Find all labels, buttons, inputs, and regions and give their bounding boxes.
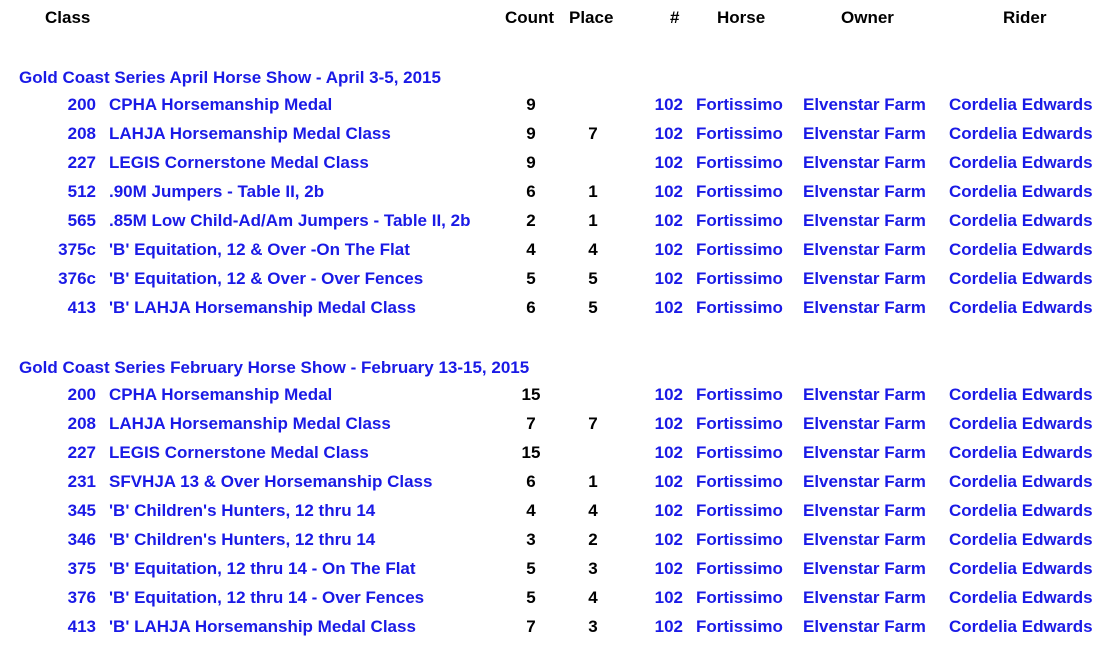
header-owner: Owner bbox=[841, 8, 894, 27]
rider-name-link[interactable]: Cordelia Edwards bbox=[949, 211, 1093, 230]
horse-name-link[interactable]: Fortissimo bbox=[696, 269, 783, 288]
entry-count: 15 bbox=[521, 443, 541, 462]
rider-name-link[interactable]: Cordelia Edwards bbox=[949, 501, 1093, 520]
horse-number-link[interactable]: 102 bbox=[654, 240, 683, 259]
placing: 1 bbox=[588, 182, 598, 201]
horse-name-link[interactable]: Fortissimo bbox=[696, 124, 783, 143]
horse-name-link[interactable]: Fortissimo bbox=[696, 617, 783, 636]
owner-name-link[interactable]: Elvenstar Farm bbox=[803, 530, 926, 549]
entry-count: 9 bbox=[526, 95, 536, 114]
rider-name-link[interactable]: Cordelia Edwards bbox=[949, 182, 1093, 201]
rider-name-link[interactable]: Cordelia Edwards bbox=[949, 559, 1093, 578]
horse-name-link[interactable]: Fortissimo bbox=[696, 240, 783, 259]
class-name-link[interactable]: LEGIS Cornerstone Medal Class bbox=[109, 153, 369, 172]
class-number-link[interactable]: 375 bbox=[67, 559, 96, 578]
entry-count: 15 bbox=[521, 385, 541, 404]
class-name-link[interactable]: .90M Jumpers - Table II, 2b bbox=[109, 182, 325, 201]
horse-number-link[interactable]: 102 bbox=[654, 559, 683, 578]
header-horse: Horse bbox=[717, 8, 766, 27]
horse-number-link[interactable]: 102 bbox=[654, 95, 683, 114]
placing: 5 bbox=[588, 298, 598, 317]
header-count: Count bbox=[505, 8, 555, 27]
horse-number-link[interactable]: 102 bbox=[654, 414, 683, 433]
class-name-link[interactable]: 'B' LAHJA Horsemanship Medal Class bbox=[109, 617, 416, 636]
entry-count: 7 bbox=[526, 617, 536, 636]
horse-name-link[interactable]: Fortissimo bbox=[696, 559, 783, 578]
rider-name-link[interactable]: Cordelia Edwards bbox=[949, 269, 1093, 288]
horse-number-link[interactable]: 102 bbox=[654, 269, 683, 288]
entry-count: 6 bbox=[526, 298, 536, 317]
header-rider: Rider bbox=[1003, 8, 1047, 27]
entry-count: 6 bbox=[526, 472, 536, 491]
owner-name-link[interactable]: Elvenstar Farm bbox=[803, 211, 926, 230]
entry-count: 5 bbox=[526, 269, 536, 288]
header-class: Class bbox=[45, 8, 91, 27]
show-title-link[interactable]: Gold Coast Series February Horse Show - February 13-15, 2015 bbox=[19, 358, 530, 377]
owner-name-link[interactable]: Elvenstar Farm bbox=[803, 617, 926, 636]
class-name-link[interactable]: SFVHJA 13 & Over Horsemanship Class bbox=[109, 472, 433, 491]
class-name-link[interactable]: LEGIS Cornerstone Medal Class bbox=[109, 443, 369, 462]
class-name-link[interactable]: 'B' Children's Hunters, 12 thru 14 bbox=[109, 530, 376, 549]
class-name-link[interactable]: 'B' Children's Hunters, 12 thru 14 bbox=[109, 501, 376, 520]
horse-name-link[interactable]: Fortissimo bbox=[696, 530, 783, 549]
class-name-link[interactable]: CPHA Horsemanship Medal bbox=[109, 95, 333, 114]
placing: 3 bbox=[588, 617, 598, 636]
owner-name-link[interactable]: Elvenstar Farm bbox=[803, 298, 926, 317]
entry-count: 4 bbox=[526, 240, 536, 259]
owner-name-link[interactable]: Elvenstar Farm bbox=[803, 588, 926, 607]
class-name-link[interactable]: 'B' Equitation, 12 thru 14 - On The Flat bbox=[109, 559, 416, 578]
entry-count: 5 bbox=[526, 588, 536, 607]
owner-name-link[interactable]: Elvenstar Farm bbox=[803, 501, 926, 520]
owner-name-link[interactable]: Elvenstar Farm bbox=[803, 414, 926, 433]
rider-name-link[interactable]: Cordelia Edwards bbox=[949, 240, 1093, 259]
class-number-link[interactable]: 345 bbox=[67, 501, 96, 520]
rider-name-link[interactable]: Cordelia Edwards bbox=[949, 530, 1093, 549]
entry-count: 6 bbox=[526, 182, 536, 201]
horse-number-link[interactable]: 102 bbox=[654, 588, 683, 607]
class-number-link[interactable]: 231 bbox=[67, 472, 96, 491]
header-place: Place bbox=[569, 8, 614, 27]
class-number-link[interactable]: 200 bbox=[67, 385, 96, 404]
owner-name-link[interactable]: Elvenstar Farm bbox=[803, 385, 926, 404]
placing: 4 bbox=[588, 588, 598, 607]
owner-name-link[interactable]: Elvenstar Farm bbox=[803, 153, 926, 172]
horse-number-link[interactable]: 102 bbox=[654, 211, 683, 230]
class-number-link[interactable]: 413 bbox=[67, 298, 96, 317]
owner-name-link[interactable]: Elvenstar Farm bbox=[803, 559, 926, 578]
owner-name-link[interactable]: Elvenstar Farm bbox=[803, 95, 926, 114]
entry-count: 5 bbox=[526, 559, 536, 578]
rider-name-link[interactable]: Cordelia Edwards bbox=[949, 298, 1093, 317]
placing: 3 bbox=[588, 559, 598, 578]
rider-name-link[interactable]: Cordelia Edwards bbox=[949, 385, 1093, 404]
horse-number-link[interactable]: 102 bbox=[654, 153, 683, 172]
class-name-link[interactable]: LAHJA Horsemanship Medal Class bbox=[109, 414, 391, 433]
rider-name-link[interactable]: Cordelia Edwards bbox=[949, 472, 1093, 491]
placing: 7 bbox=[588, 414, 598, 433]
placing: 7 bbox=[588, 124, 598, 143]
class-number-link[interactable]: 512 bbox=[67, 182, 96, 201]
entry-count: 2 bbox=[526, 211, 536, 230]
rider-name-link[interactable]: Cordelia Edwards bbox=[949, 617, 1093, 636]
owner-name-link[interactable]: Elvenstar Farm bbox=[803, 124, 926, 143]
horse-number-link[interactable]: 102 bbox=[654, 501, 683, 520]
class-name-link[interactable]: 'B' Equitation, 12 & Over - Over Fences bbox=[109, 269, 424, 288]
horse-number-link[interactable]: 102 bbox=[654, 124, 683, 143]
show-title-link[interactable]: Gold Coast Series April Horse Show - April 3-5, 2015 bbox=[19, 68, 441, 87]
horse-name-link[interactable]: Fortissimo bbox=[696, 501, 783, 520]
horse-number-link[interactable]: 102 bbox=[654, 385, 683, 404]
placing: 5 bbox=[588, 269, 598, 288]
horse-name-link[interactable]: Fortissimo bbox=[696, 95, 783, 114]
class-number-link[interactable]: 208 bbox=[67, 124, 96, 143]
horse-name-link[interactable]: Fortissimo bbox=[696, 443, 783, 462]
entry-count: 7 bbox=[526, 414, 536, 433]
class-number-link[interactable]: 375c bbox=[58, 240, 96, 259]
rider-name-link[interactable]: Cordelia Edwards bbox=[949, 588, 1093, 607]
owner-name-link[interactable]: Elvenstar Farm bbox=[803, 269, 926, 288]
class-number-link[interactable]: 227 bbox=[67, 153, 96, 172]
rider-name-link[interactable]: Cordelia Edwards bbox=[949, 95, 1093, 114]
horse-name-link[interactable]: Fortissimo bbox=[696, 588, 783, 607]
placing: 1 bbox=[588, 211, 598, 230]
class-number-link[interactable]: 208 bbox=[67, 414, 96, 433]
horse-name-link[interactable]: Fortissimo bbox=[696, 472, 783, 491]
placing: 1 bbox=[588, 472, 598, 491]
horse-number-link[interactable]: 102 bbox=[654, 182, 683, 201]
horse-name-link[interactable]: Fortissimo bbox=[696, 298, 783, 317]
class-number-link[interactable]: 227 bbox=[67, 443, 96, 462]
placing: 2 bbox=[588, 530, 598, 549]
horse-number-link[interactable]: 102 bbox=[654, 443, 683, 462]
class-name-link[interactable]: LAHJA Horsemanship Medal Class bbox=[109, 124, 391, 143]
class-name-link[interactable]: 'B' Equitation, 12 thru 14 - Over Fences bbox=[109, 588, 425, 607]
header-number: # bbox=[670, 8, 680, 27]
entry-count: 3 bbox=[526, 530, 536, 549]
entry-count: 9 bbox=[526, 153, 536, 172]
class-name-link[interactable]: CPHA Horsemanship Medal bbox=[109, 385, 333, 404]
owner-name-link[interactable]: Elvenstar Farm bbox=[803, 182, 926, 201]
owner-name-link[interactable]: Elvenstar Farm bbox=[803, 472, 926, 491]
class-name-link[interactable]: 'B' Equitation, 12 & Over -On The Flat bbox=[109, 240, 410, 259]
class-number-link[interactable]: 346 bbox=[67, 530, 96, 549]
horse-name-link[interactable]: Fortissimo bbox=[696, 211, 783, 230]
horse-number-link[interactable]: 102 bbox=[654, 298, 683, 317]
horse-name-link[interactable]: Fortissimo bbox=[696, 153, 783, 172]
horse-name-link[interactable]: Fortissimo bbox=[696, 182, 783, 201]
rider-name-link[interactable]: Cordelia Edwards bbox=[949, 414, 1093, 433]
placing: 4 bbox=[588, 501, 598, 520]
rider-name-link[interactable]: Cordelia Edwards bbox=[949, 124, 1093, 143]
entry-count: 9 bbox=[526, 124, 536, 143]
class-number-link[interactable]: 413 bbox=[67, 617, 96, 636]
class-number-link[interactable]: 376c bbox=[58, 269, 96, 288]
horse-number-link[interactable]: 102 bbox=[654, 617, 683, 636]
owner-name-link[interactable]: Elvenstar Farm bbox=[803, 240, 926, 259]
rider-name-link[interactable]: Cordelia Edwards bbox=[949, 443, 1093, 462]
class-number-link[interactable]: 376 bbox=[67, 588, 96, 607]
horse-name-link[interactable]: Fortissimo bbox=[696, 385, 783, 404]
entry-count: 4 bbox=[526, 501, 536, 520]
class-name-link[interactable]: 'B' LAHJA Horsemanship Medal Class bbox=[109, 298, 416, 317]
class-number-link[interactable]: 200 bbox=[67, 95, 96, 114]
rider-name-link[interactable]: Cordelia Edwards bbox=[949, 153, 1093, 172]
placing: 4 bbox=[588, 240, 598, 259]
horse-number-link[interactable]: 102 bbox=[654, 530, 683, 549]
class-number-link[interactable]: 565 bbox=[67, 211, 96, 230]
horse-name-link[interactable]: Fortissimo bbox=[696, 414, 783, 433]
horse-number-link[interactable]: 102 bbox=[654, 472, 683, 491]
owner-name-link[interactable]: Elvenstar Farm bbox=[803, 443, 926, 462]
class-name-link[interactable]: .85M Low Child-Ad/Am Jumpers - Table II, 2b bbox=[109, 211, 471, 230]
